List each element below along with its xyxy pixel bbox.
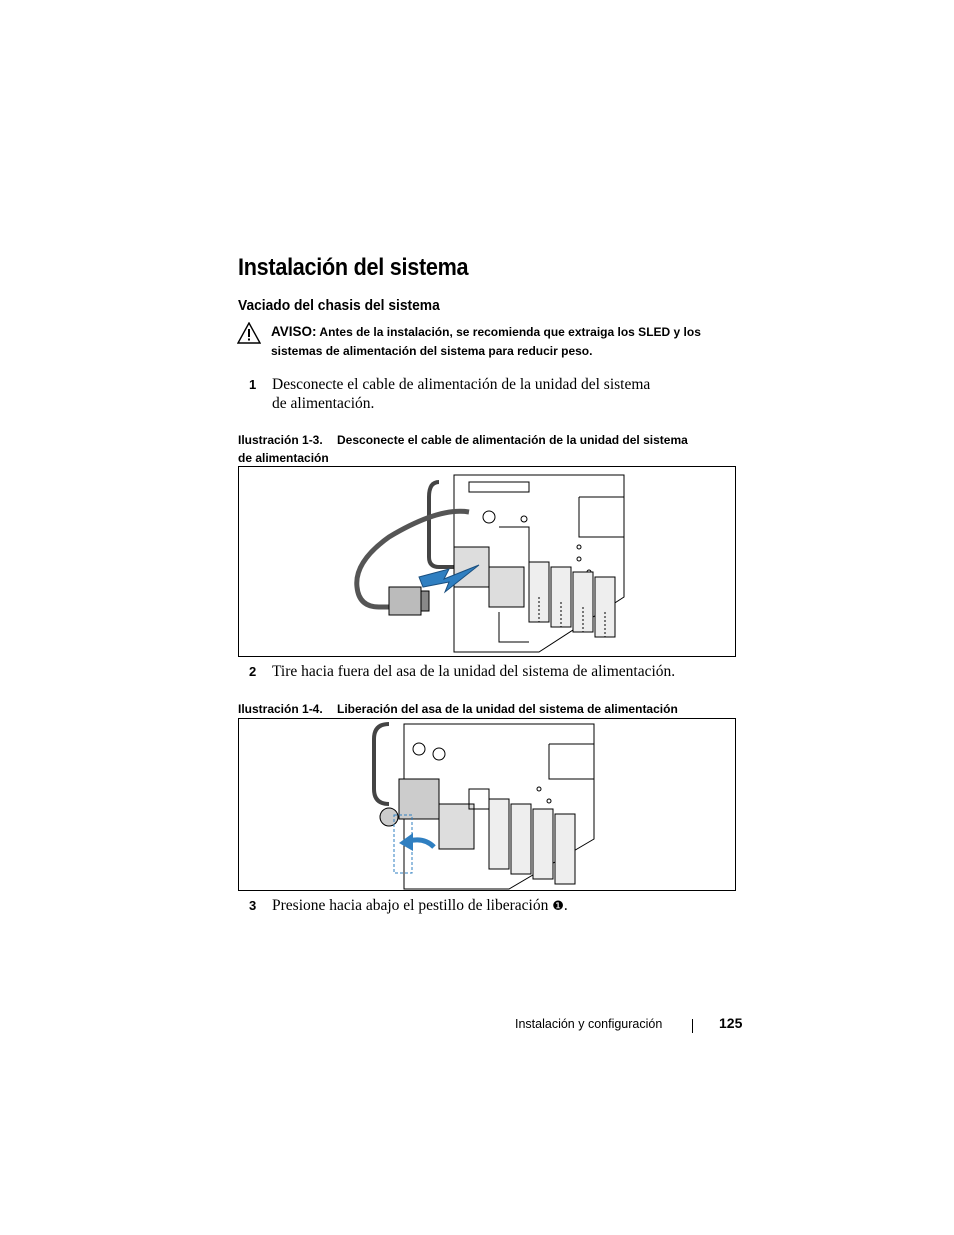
footer-section: Instalación y configuración: [515, 1017, 663, 1031]
figure-title: Desconecte el cable de alimentación de la unidad del sistema: [337, 433, 688, 447]
section-title: Vaciado del chasis del sistema: [238, 297, 440, 314]
step-line: Presione hacia abajo el pestillo de liberación: [272, 897, 549, 914]
figure-title: Liberación del asa de la unidad del sistema de alimentación: [337, 702, 678, 716]
figure-caption: [238, 700, 738, 718]
step-number: 3: [249, 898, 257, 913]
step-text: [272, 896, 568, 916]
figure-caption: [238, 431, 738, 467]
step-line: Desconecte el cable de alimentación de la unidad del sistema: [272, 376, 651, 393]
callout-marker: ❶: [552, 899, 564, 914]
step-text: [272, 375, 650, 413]
figure-label: Ilustración 1-3.: [238, 433, 323, 447]
step-text: Tire hacia fuera del asa de la unidad del sistema de alimentación.: [272, 663, 676, 680]
figure-handle-release: [238, 718, 736, 891]
page-title: Instalación del sistema: [238, 254, 469, 281]
power-supply-illustration: [239, 719, 736, 891]
notice-block: [271, 322, 741, 361]
step-number: 2: [249, 664, 257, 679]
footer-separator: [692, 1019, 693, 1033]
figure-label: Ilustración 1-4.: [238, 702, 323, 716]
figure-title-cont: de alimentación: [238, 451, 329, 465]
step-number: 1: [249, 377, 257, 392]
warning-icon: [237, 322, 261, 344]
step-line: de alimentación.: [272, 395, 375, 412]
power-supply-illustration: [239, 467, 736, 657]
page-number: 125: [719, 1015, 743, 1031]
notice-text: Antes de la instalación, se recomienda que extraiga los SLED y los sistemas de alimentación del sistema para reducir peso.: [271, 325, 701, 358]
step-end: .: [563, 897, 568, 914]
notice-label: AVISO:: [271, 324, 317, 339]
figure-power-cable: [238, 466, 736, 657]
